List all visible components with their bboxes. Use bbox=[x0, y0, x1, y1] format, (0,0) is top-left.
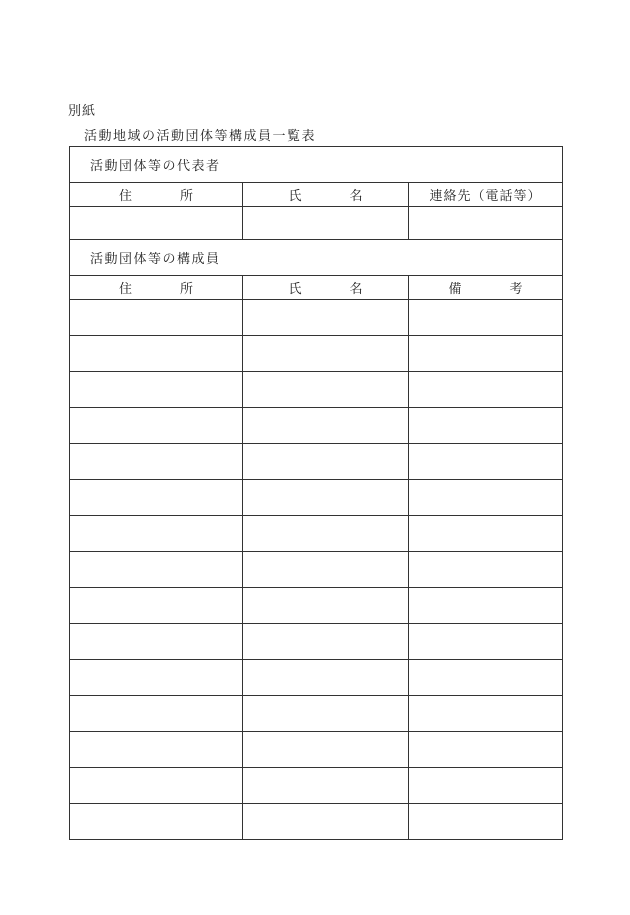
member-row bbox=[70, 696, 563, 732]
representative-row bbox=[70, 207, 563, 240]
members-header-name-char-2: 名 bbox=[349, 282, 363, 297]
member-cell-address[interactable] bbox=[70, 444, 243, 480]
member-cell-name[interactable] bbox=[243, 660, 409, 696]
member-cell-address[interactable] bbox=[70, 624, 243, 660]
member-cell-address[interactable] bbox=[70, 516, 243, 552]
member-cell-name[interactable] bbox=[243, 300, 409, 336]
member-row bbox=[70, 516, 563, 552]
member-cell-address[interactable] bbox=[70, 300, 243, 336]
member-cell-name[interactable] bbox=[243, 804, 409, 840]
header-address-char-1: 住 bbox=[118, 189, 132, 204]
representative-cell-contact[interactable] bbox=[409, 207, 563, 240]
member-cell-name[interactable] bbox=[243, 480, 409, 516]
members-header-name-char-1: 氏 bbox=[288, 282, 302, 297]
member-row bbox=[70, 660, 563, 696]
member-cell-remarks[interactable] bbox=[409, 660, 563, 696]
member-cell-address[interactable] bbox=[70, 696, 243, 732]
member-row bbox=[70, 732, 563, 768]
representative-header-row bbox=[70, 183, 563, 207]
member-cell-name[interactable] bbox=[243, 444, 409, 480]
member-cell-address[interactable] bbox=[70, 768, 243, 804]
member-list-form bbox=[69, 146, 563, 840]
members-header-address-char-2: 所 bbox=[180, 282, 194, 297]
member-row bbox=[70, 336, 563, 372]
header-name-char-1: 氏 bbox=[288, 189, 302, 204]
member-cell-name[interactable] bbox=[243, 372, 409, 408]
member-row bbox=[70, 804, 563, 840]
members-heading: 活動団体等の構成員 bbox=[70, 240, 563, 276]
member-cell-name[interactable] bbox=[243, 624, 409, 660]
member-row bbox=[70, 624, 563, 660]
header-name bbox=[243, 183, 409, 207]
member-cell-remarks[interactable] bbox=[409, 696, 563, 732]
document-title: 活動地域の活動団体等構成員一覧表 bbox=[84, 129, 317, 144]
attachment-label: 別紙 bbox=[68, 104, 97, 119]
member-cell-remarks[interactable] bbox=[409, 300, 563, 336]
member-cell-name[interactable] bbox=[243, 732, 409, 768]
member-cell-remarks[interactable] bbox=[409, 444, 563, 480]
member-cell-remarks[interactable] bbox=[409, 516, 563, 552]
member-cell-remarks[interactable] bbox=[409, 768, 563, 804]
member-cell-name[interactable] bbox=[243, 768, 409, 804]
member-cell-remarks[interactable] bbox=[409, 732, 563, 768]
members-header-address bbox=[70, 276, 243, 300]
representative-cell-name[interactable] bbox=[243, 207, 409, 240]
member-row bbox=[70, 480, 563, 516]
member-cell-address[interactable] bbox=[70, 480, 243, 516]
members-header-remarks-char-2: 考 bbox=[509, 282, 523, 297]
member-cell-address[interactable] bbox=[70, 336, 243, 372]
member-row bbox=[70, 768, 563, 804]
member-cell-address[interactable] bbox=[70, 804, 243, 840]
members-header-address-char-1: 住 bbox=[118, 282, 132, 297]
member-cell-remarks[interactable] bbox=[409, 408, 563, 444]
member-row bbox=[70, 372, 563, 408]
member-cell-remarks[interactable] bbox=[409, 804, 563, 840]
members-header-row bbox=[70, 276, 563, 300]
members-header-remarks bbox=[409, 276, 563, 300]
representative-section-row bbox=[70, 147, 563, 183]
member-row bbox=[70, 300, 563, 336]
member-cell-name[interactable] bbox=[243, 336, 409, 372]
member-cell-remarks[interactable] bbox=[409, 624, 563, 660]
header-name-char-2: 名 bbox=[349, 189, 363, 204]
member-cell-name[interactable] bbox=[243, 408, 409, 444]
member-cell-address[interactable] bbox=[70, 408, 243, 444]
member-cell-remarks[interactable] bbox=[409, 372, 563, 408]
member-cell-address[interactable] bbox=[70, 588, 243, 624]
member-cell-address[interactable] bbox=[70, 732, 243, 768]
member-row bbox=[70, 444, 563, 480]
member-cell-remarks[interactable] bbox=[409, 336, 563, 372]
member-cell-name[interactable] bbox=[243, 516, 409, 552]
member-row bbox=[70, 588, 563, 624]
member-row bbox=[70, 552, 563, 588]
member-cell-address[interactable] bbox=[70, 372, 243, 408]
member-cell-remarks[interactable] bbox=[409, 480, 563, 516]
members-section-row bbox=[70, 240, 563, 276]
member-row bbox=[70, 408, 563, 444]
member-cell-address[interactable] bbox=[70, 552, 243, 588]
member-cell-remarks[interactable] bbox=[409, 552, 563, 588]
representative-heading: 活動団体等の代表者 bbox=[70, 147, 563, 183]
header-contact: 連絡先（電話等） bbox=[409, 183, 563, 207]
member-cell-remarks[interactable] bbox=[409, 588, 563, 624]
member-cell-name[interactable] bbox=[243, 696, 409, 732]
member-cell-address[interactable] bbox=[70, 660, 243, 696]
members-header-name bbox=[243, 276, 409, 300]
header-address bbox=[70, 183, 243, 207]
header-address-char-2: 所 bbox=[180, 189, 194, 204]
member-cell-name[interactable] bbox=[243, 588, 409, 624]
representative-cell-address[interactable] bbox=[70, 207, 243, 240]
members-header-remarks-char-1: 備 bbox=[448, 282, 462, 297]
member-cell-name[interactable] bbox=[243, 552, 409, 588]
